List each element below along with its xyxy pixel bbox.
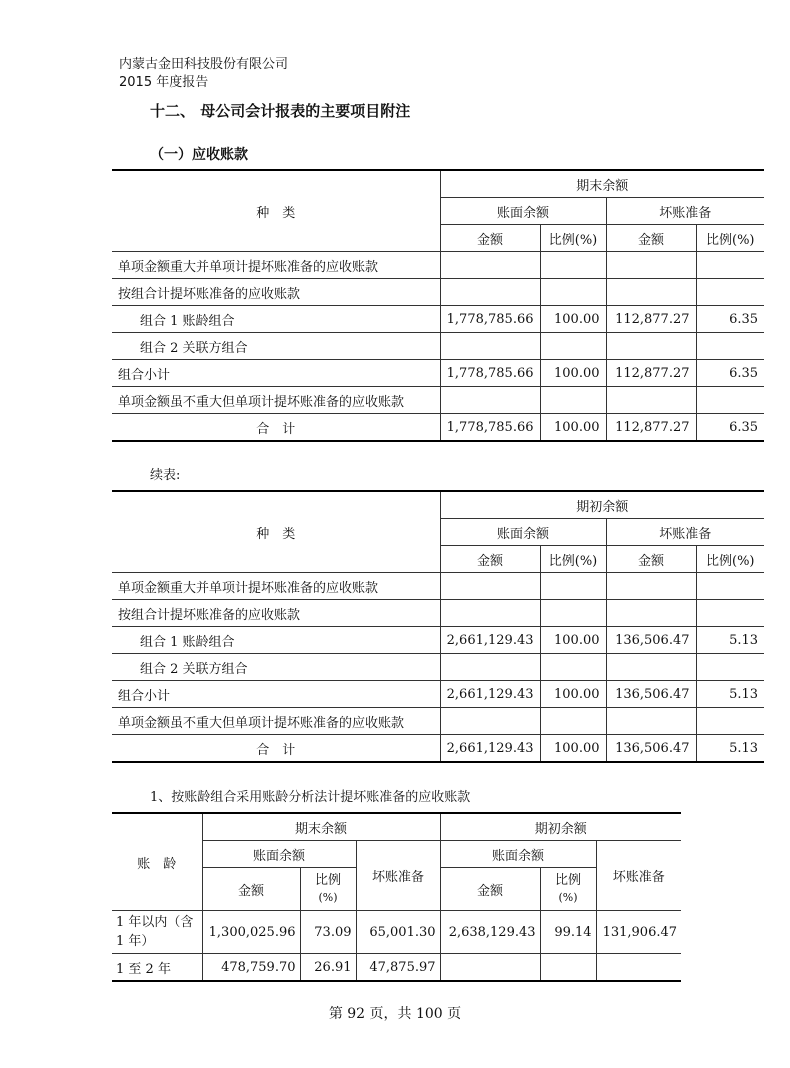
table-row	[112, 954, 681, 982]
row-label: 单项金额虽不重大但单项计提坏账准备的应收账款	[112, 708, 440, 735]
cell	[696, 600, 764, 627]
receivables-end-table	[112, 169, 764, 442]
bad-debt-header: 坏账准备	[606, 519, 764, 546]
cell	[696, 252, 764, 279]
amount-header: 金额	[440, 546, 540, 573]
page-footer: 第 92 页，共 100 页	[328, 1006, 462, 1022]
cell: 136,506.47	[606, 627, 696, 654]
category-header: 种 类	[112, 170, 440, 252]
row-label: 按组合计提坏账准备的应收账款	[112, 279, 440, 306]
table-row	[112, 627, 764, 654]
cell	[696, 573, 764, 600]
ratio-header: 比例(%)	[696, 546, 764, 573]
cell: 6.35	[696, 414, 764, 442]
cell	[606, 573, 696, 600]
cell	[540, 279, 606, 306]
cell: 2,661,129.43	[440, 735, 540, 763]
end-balance-header: 期末余额	[202, 813, 440, 841]
report-year: 2015 年度报告	[119, 75, 209, 90]
cell	[440, 600, 540, 627]
row-label: 组合小计	[112, 360, 440, 387]
row-label: 单项金额重大并单项计提坏账准备的应收账款	[112, 573, 440, 600]
book-balance-header: 账面余额	[440, 841, 596, 868]
cell	[540, 387, 606, 414]
row-label: 合 计	[112, 735, 440, 763]
cell: 100.00	[540, 414, 606, 442]
aging-header: 账 龄	[112, 813, 202, 911]
cell: 1,778,785.66	[440, 306, 540, 333]
period-header: 期末余额	[440, 170, 764, 198]
cell	[540, 708, 606, 735]
cell	[540, 954, 596, 982]
table-row	[112, 306, 764, 333]
company-name: 内蒙古金田科技股份有限公司	[119, 57, 289, 72]
cell	[440, 252, 540, 279]
table-row	[112, 654, 764, 681]
cell: 100.00	[540, 627, 606, 654]
amount-header: 金额	[606, 225, 696, 252]
cell: 2,661,129.43	[440, 627, 540, 654]
cell	[696, 708, 764, 735]
cell: 5.13	[696, 735, 764, 763]
book-balance-header: 账面余额	[440, 198, 606, 225]
cell: 112,877.27	[606, 414, 696, 442]
table-row	[112, 333, 764, 360]
aging-table	[112, 812, 681, 982]
cell	[696, 387, 764, 414]
book-balance-header: 账面余额	[202, 841, 356, 868]
table-row	[112, 360, 764, 387]
cell	[606, 387, 696, 414]
category-header: 种 类	[112, 491, 440, 573]
cell	[606, 708, 696, 735]
ratio-header: 比例 (%)	[300, 868, 356, 911]
aging-note: 1、按账龄组合采用账龄分析法计提坏账准备的应收账款	[150, 790, 471, 805]
table-row	[112, 279, 764, 306]
bad-debt-header: 坏账准备	[356, 841, 440, 911]
cell: 100.00	[540, 306, 606, 333]
cell	[440, 954, 540, 982]
cell: 100.00	[540, 735, 606, 763]
table-row	[112, 911, 681, 954]
cell	[540, 333, 606, 360]
cell	[596, 954, 681, 982]
cell	[540, 600, 606, 627]
cell	[540, 573, 606, 600]
cell: 100.00	[540, 681, 606, 708]
ratio-header: 比例(%)	[540, 546, 606, 573]
ratio-header: 比例(%)	[696, 225, 764, 252]
table-row	[112, 573, 764, 600]
cell	[696, 333, 764, 360]
cell: 73.09	[300, 911, 356, 954]
cell	[606, 654, 696, 681]
row-label: 组合 1 账龄组合	[112, 627, 440, 654]
cell: 100.00	[540, 360, 606, 387]
amount-header: 金额	[440, 225, 540, 252]
row-label: 组合 1 账龄组合	[112, 306, 440, 333]
total-row	[112, 735, 764, 763]
cell: 5.13	[696, 681, 764, 708]
cell	[696, 279, 764, 306]
cell: 112,877.27	[606, 360, 696, 387]
cell	[606, 279, 696, 306]
table-row	[112, 600, 764, 627]
cell	[440, 333, 540, 360]
section-title: 十二、 母公司会计报表的主要项目附注	[150, 102, 411, 120]
ratio-header: 比例 (%)	[540, 868, 596, 911]
cell: 136,506.47	[606, 735, 696, 763]
cell: 6.35	[696, 360, 764, 387]
row-label: 组合 2 关联方组合	[112, 654, 440, 681]
cell	[440, 279, 540, 306]
cell	[440, 708, 540, 735]
row-label: 单项金额重大并单项计提坏账准备的应收账款	[112, 252, 440, 279]
bad-debt-header: 坏账准备	[606, 198, 764, 225]
cell: 26.91	[300, 954, 356, 982]
row-label: 组合小计	[112, 681, 440, 708]
receivables-begin-table	[112, 490, 764, 763]
cell: 47,875.97	[356, 954, 440, 982]
cell	[696, 654, 764, 681]
amount-header: 金额	[202, 868, 300, 911]
cell	[606, 252, 696, 279]
book-balance-header: 账面余额	[440, 519, 606, 546]
cell: 2,661,129.43	[440, 681, 540, 708]
cell: 131,906.47	[596, 911, 681, 954]
cell: 65,001.30	[356, 911, 440, 954]
row-label: 1 至 2 年	[112, 954, 202, 982]
cell: 112,877.27	[606, 306, 696, 333]
cell: 2,638,129.43	[440, 911, 540, 954]
subsection-title: （一）应收账款	[150, 147, 248, 163]
cell	[606, 333, 696, 360]
period-header: 期初余额	[440, 491, 764, 519]
table-row	[112, 252, 764, 279]
table-row	[112, 681, 764, 708]
amount-header: 金额	[606, 546, 696, 573]
cell: 478,759.70	[202, 954, 300, 982]
table-row	[112, 708, 764, 735]
total-row	[112, 414, 764, 442]
cell: 6.35	[696, 306, 764, 333]
row-label: 单项金额虽不重大但单项计提坏账准备的应收账款	[112, 387, 440, 414]
cell	[440, 387, 540, 414]
amount-header: 金额	[440, 868, 540, 911]
cell	[540, 252, 606, 279]
cell: 99.14	[540, 911, 596, 954]
continued-label: 续表:	[150, 468, 181, 483]
cell: 1,778,785.66	[440, 414, 540, 442]
row-label: 1 年以内（含 1 年）	[112, 911, 202, 954]
cell: 1,778,785.66	[440, 360, 540, 387]
cell	[540, 654, 606, 681]
cell: 5.13	[696, 627, 764, 654]
cell	[606, 600, 696, 627]
ratio-header: 比例(%)	[540, 225, 606, 252]
bad-debt-header: 坏账准备	[596, 841, 681, 911]
cell: 136,506.47	[606, 681, 696, 708]
row-label: 合 计	[112, 414, 440, 442]
cell: 1,300,025.96	[202, 911, 300, 954]
table-row	[112, 387, 764, 414]
cell	[440, 573, 540, 600]
row-label: 按组合计提坏账准备的应收账款	[112, 600, 440, 627]
row-label: 组合 2 关联方组合	[112, 333, 440, 360]
begin-balance-header: 期初余额	[440, 813, 681, 841]
cell	[440, 654, 540, 681]
